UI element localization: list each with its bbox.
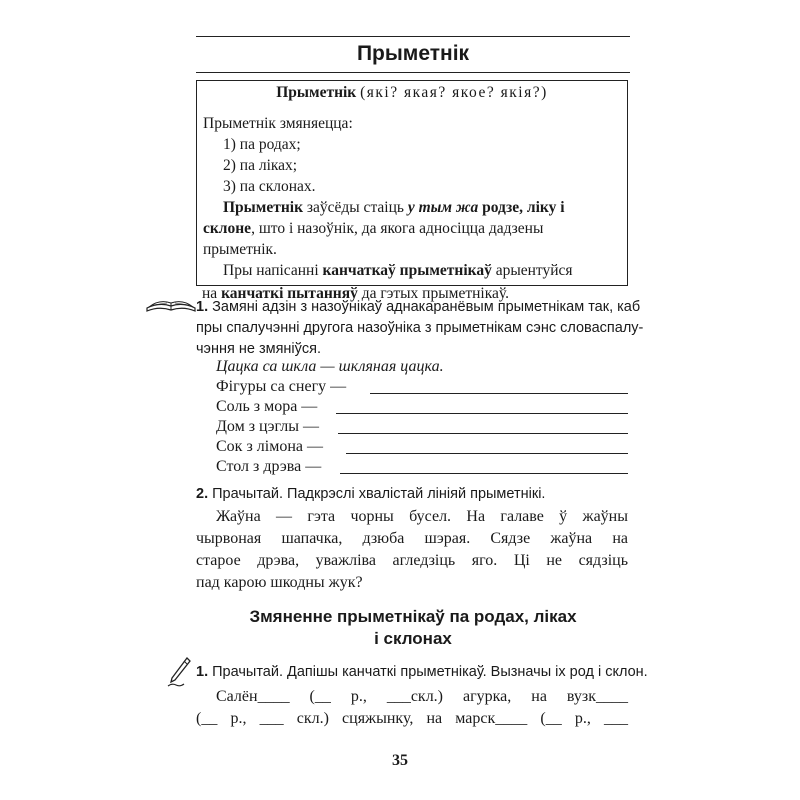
pen-icon bbox=[166, 656, 192, 693]
answer-line[interactable] bbox=[340, 473, 628, 474]
task1-instruction-line2: пры спалучэнні другога назоўніка з прыметнікам сэнс словаспалу- bbox=[196, 320, 644, 336]
task2-paragraph: старое дрэва, уважліва агледзіць яго. Ці не сядзіць bbox=[196, 552, 628, 569]
rule-change-item: 3) па склонах. bbox=[223, 178, 316, 195]
rule-box bbox=[196, 80, 628, 286]
section-title: Змяненне прыметнікаў па родах, ліках і склонах bbox=[249, 607, 577, 648]
task1-item: Сок з лімона — bbox=[216, 438, 323, 455]
rule-paragraph-2-line2: на канчаткі пытанняў да гэтых прыметнікаў. bbox=[202, 285, 509, 302]
task3-exercise-line: (__ р., ___ скл.) сцяжынку, на марск____ (__ р., ___ bbox=[196, 710, 628, 727]
task1-item: Соль з мора — bbox=[216, 398, 318, 415]
task2-instruction: 2. Прачытай. Падкрэслі хвалістай лініяй прыметнікі. bbox=[196, 486, 546, 502]
title-rule bbox=[196, 72, 630, 73]
task2-paragraph: Жаўна — гэта чорны бусел. На галаве ў жаўны bbox=[216, 508, 628, 525]
answer-line[interactable] bbox=[338, 433, 628, 434]
answer-line[interactable] bbox=[336, 413, 628, 414]
answer-line[interactable] bbox=[346, 453, 628, 454]
rule-changes-intro: Прыметнік змяняецца: bbox=[203, 115, 353, 132]
rule-change-item: 2) па ліках; bbox=[223, 157, 298, 174]
task2-paragraph: пад карою шкодны жук? bbox=[196, 574, 363, 591]
book-icon bbox=[143, 294, 199, 319]
rule-paragraph-2: Пры напісанні канчаткаў прыметнікаў арыентуйся bbox=[223, 262, 573, 279]
rule-paragraph-1-line2: склоне, што і назоўнік, да якога адносіцца дадзены bbox=[203, 220, 544, 237]
task1-item: Стол з дрэва — bbox=[216, 458, 322, 475]
task1-item: Фігуры са снегу — bbox=[216, 378, 347, 395]
task3-exercise-line: Салён____ (__ р., ___скл.) агурка, на вузк____ bbox=[216, 688, 628, 705]
page-number: 35 bbox=[392, 752, 408, 769]
task1-example: Цацка са шкла — шкляная цацка. bbox=[216, 358, 444, 375]
rule-change-item: 1) па родах; bbox=[223, 136, 301, 153]
rule-paragraph-1: Прыметнік заўсёды стаіць у тым жа родзе, ліку і bbox=[223, 199, 565, 216]
answer-line[interactable] bbox=[370, 393, 628, 394]
task1-instruction-line3: чэння не змяніўся. bbox=[196, 341, 322, 357]
task3-instruction: 1. Прачытай. Дапішы канчаткі прыметнікаў. Вызначы іх род і склон. bbox=[196, 664, 648, 680]
top-rule bbox=[196, 36, 630, 37]
task1-item: Дом з цэглы — bbox=[216, 418, 319, 435]
rule-paragraph-1-line3: прыметнік. bbox=[203, 241, 277, 258]
task2-paragraph: чырвоная шапачка, дзюба шэрая. Сядзе жаўна на bbox=[196, 530, 628, 547]
task1-instruction: 1. Замяні адзін з назоўнікаў аднакаранёвым прыметнікам так, каб bbox=[196, 299, 641, 315]
page-title: Прыметнік bbox=[356, 42, 470, 65]
rule-heading: Прыметнік (які? якая? якое? якія?) bbox=[276, 84, 548, 101]
